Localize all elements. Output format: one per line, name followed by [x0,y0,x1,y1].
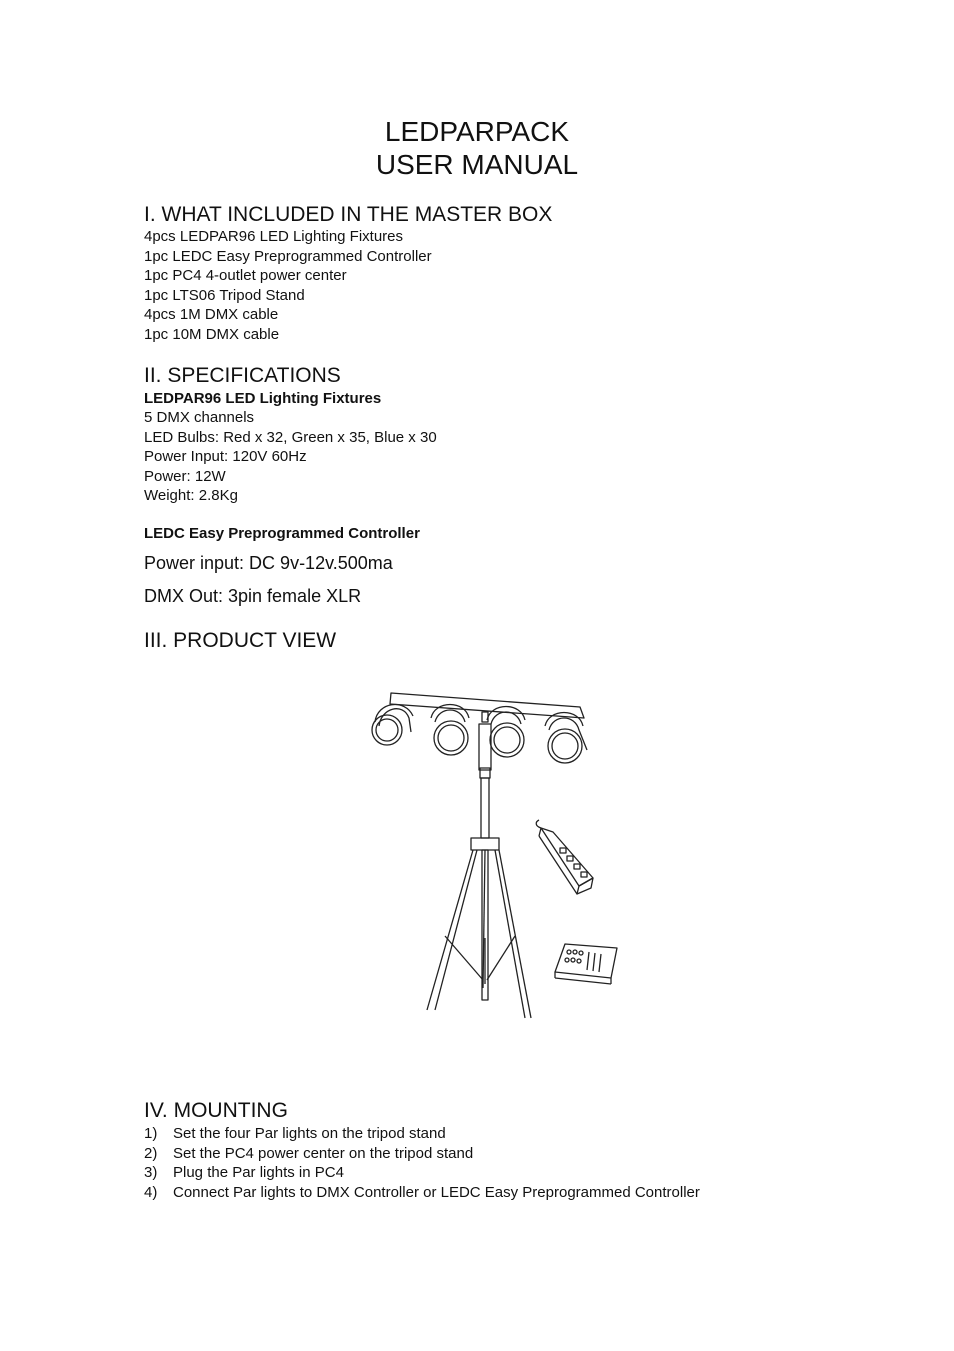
mounting-step [144,1183,700,1203]
included-item: 1pc 10M DMX cable [144,325,280,343]
included-item: 1pc LTS06 Tripod Stand [144,286,305,304]
mounting-step [144,1163,700,1183]
section-3-heading: III. PRODUCT VIEW [144,629,337,652]
document-title [0,115,954,181]
mounting-steps [144,1124,700,1202]
product-drawing [365,688,625,1028]
fixture-spec-title: LEDPAR96 LED Lighting Fixtures [144,390,382,407]
fixture-spec: Power: 12W [144,467,226,485]
tripod-stand [427,724,531,1018]
section-2-heading: II. SPECIFICATIONS [144,364,341,387]
controller-spec: DMX Out: 3pin female XLR [144,586,362,606]
fixture-spec: Power Input: 120V 60Hz [144,448,307,465]
section-4-heading: IV. MOUNTING [144,1099,288,1122]
section-1-heading: I. WHAT INCLUDED IN THE MASTER BOX [144,203,553,226]
fixture-spec: LED Bulbs: Red x 32, Green x 35, Blue x 30 [144,428,437,446]
included-item: 4pcs LEDPAR96 LED Lighting Fixtures [144,228,404,245]
par-light [372,705,413,745]
t-bar-knob [482,712,488,722]
step-number: 1) [144,1125,158,1142]
product-view-illustration [365,688,625,1028]
step-text: Plug the Par lights in PC4 [173,1164,344,1181]
step-text: Set the four Par lights on the tripod stand [173,1125,446,1142]
par-light [545,713,587,764]
step-number: 2) [144,1144,158,1162]
step-number: 3) [144,1164,158,1181]
title-line-2: USER MANUAL [375,149,579,180]
controller-spec: Power input: DC 9v-12v.500ma [144,553,393,573]
mounting-step [144,1124,700,1144]
controller-spec-title: LEDC Easy Preprogrammed Controller [144,525,420,542]
included-item: 4pcs 1M DMX cable [144,306,279,323]
fixture-spec: Weight: 2.8Kg [144,487,238,504]
par-light [431,705,469,756]
title-line-1: LEDPARPACK [384,116,570,147]
included-item: 1pc LEDC Easy Preprogrammed Controller [144,247,432,265]
step-text: Connect Par lights to DMX Controller or LEDC Easy Preprogrammed Controller [173,1183,700,1201]
par-light [487,707,525,758]
step-number: 4) [144,1183,158,1201]
fixture-spec: 5 DMX channels [144,409,255,426]
dmx-controller [555,944,617,984]
mounting-step [144,1144,700,1164]
power-strip [536,820,593,894]
included-item: 1pc PC4 4-outlet power center [144,267,347,284]
step-text: Set the PC4 power center on the tripod stand [173,1144,474,1162]
